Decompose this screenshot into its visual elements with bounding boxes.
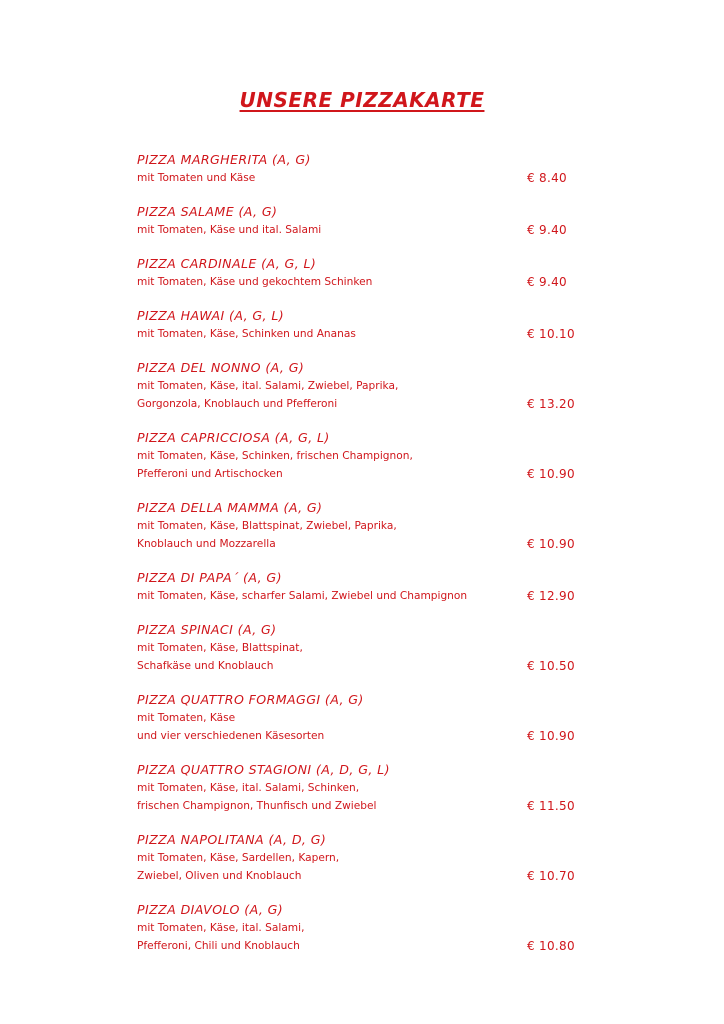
- description-line: [137, 535, 587, 553]
- pizza-description: mit Tomaten, Käse, Blattspinat,: [137, 642, 303, 654]
- description-line: [137, 221, 587, 239]
- menu-item: [137, 151, 587, 187]
- menu-item: [137, 831, 587, 885]
- pizza-price: € 10.70: [527, 869, 575, 883]
- pizza-description: mit Tomaten, Käse, ital. Salami, Schinken,: [137, 782, 360, 794]
- pizza-name: PIZZA CAPRICCIOSA (A, G, L): [137, 430, 330, 445]
- menu-item: [137, 499, 587, 553]
- pizza-price: € 10.80: [527, 939, 575, 953]
- description-line: [137, 447, 587, 465]
- pizza-description: mit Tomaten, Käse: [137, 712, 236, 724]
- menu-item: [137, 429, 587, 483]
- pizza-name: PIZZA DI PAPA´ (A, G): [137, 570, 282, 585]
- description-line: [137, 797, 587, 815]
- menu-item: [137, 691, 587, 745]
- pizza-price: € 10.50: [527, 659, 575, 673]
- description-line: [137, 465, 587, 483]
- pizza-description: Schafkäse und Knoblauch: [137, 660, 274, 672]
- pizza-description: Gorgonzola, Knoblauch und Pfefferoni: [137, 398, 338, 410]
- pizza-price: € 9.40: [527, 275, 567, 289]
- description-line: [137, 779, 587, 797]
- pizza-price: € 12.90: [527, 589, 575, 603]
- pizza-description: mit Tomaten, Käse, scharfer Salami, Zwiebel und Champignon: [137, 590, 468, 602]
- pizza-description: mit Tomaten, Käse und ital. Salami: [137, 224, 322, 236]
- description-line: [137, 325, 587, 343]
- pizza-description: Pfefferoni, Chili und Knoblauch: [137, 940, 300, 952]
- pizza-menu-list: [137, 151, 587, 971]
- description-line: [137, 937, 587, 955]
- menu-item: [137, 255, 587, 291]
- page-title: UNSERE PIZZAKARTE: [239, 88, 485, 112]
- pizza-name: PIZZA DIAVOLO (A, G): [137, 902, 284, 917]
- pizza-price: € 13.20: [527, 397, 575, 411]
- pizza-name: PIZZA SPINACI (A, G): [137, 622, 277, 637]
- description-line: [137, 849, 587, 867]
- pizza-description: mit Tomaten, Käse, Blattspinat, Zwiebel, Paprika,: [137, 520, 397, 532]
- pizza-price: € 9.40: [527, 223, 567, 237]
- pizza-price: € 10.90: [527, 729, 575, 743]
- pizza-description: Knoblauch und Mozzarella: [137, 538, 276, 550]
- pizza-description: mit Tomaten, Käse, ital. Salami,: [137, 922, 305, 934]
- description-line: [137, 587, 587, 605]
- pizza-description: mit Tomaten, Käse und gekochtem Schinken: [137, 276, 373, 288]
- description-line: [137, 639, 587, 657]
- description-line: [137, 919, 587, 937]
- description-line: [137, 709, 587, 727]
- pizza-description: und vier verschiedenen Käsesorten: [137, 730, 325, 742]
- pizza-description: mit Tomaten, Käse, ital. Salami, Zwiebel, Paprika,: [137, 380, 399, 392]
- pizza-price: € 10.90: [527, 467, 575, 481]
- pizza-name: PIZZA HAWAI (A, G, L): [137, 308, 285, 323]
- menu-item: [137, 203, 587, 239]
- menu-item: [137, 761, 587, 815]
- pizza-description: Pfefferoni und Artischocken: [137, 468, 283, 480]
- menu-item: [137, 359, 587, 413]
- pizza-price: € 8.40: [527, 171, 567, 185]
- pizza-price: € 11.50: [527, 799, 575, 813]
- pizza-name: PIZZA QUATTRO FORMAGGI (A, G): [137, 692, 364, 707]
- pizza-price: € 10.90: [527, 537, 575, 551]
- menu-item: [137, 569, 587, 605]
- menu-item: [137, 901, 587, 955]
- pizza-description: mit Tomaten und Käse: [137, 172, 256, 184]
- pizza-description: Zwiebel, Oliven und Knoblauch: [137, 870, 302, 882]
- pizza-description: frischen Champignon, Thunfisch und Zwiebel: [137, 800, 377, 812]
- description-line: [137, 377, 587, 395]
- pizza-description: mit Tomaten, Käse, Schinken, frischen Champignon,: [137, 450, 413, 462]
- pizza-description: mit Tomaten, Käse, Schinken und Ananas: [137, 328, 356, 340]
- pizza-name: PIZZA DELLA MAMMA (A, G): [137, 500, 323, 515]
- description-line: [137, 727, 587, 745]
- pizza-name: PIZZA SALAME (A, G): [137, 204, 278, 219]
- description-line: [137, 395, 587, 413]
- pizza-name: PIZZA CARDINALE (A, G, L): [137, 256, 317, 271]
- pizza-price: € 10.10: [527, 327, 575, 341]
- menu-item: [137, 621, 587, 675]
- pizza-description: mit Tomaten, Käse, Sardellen, Kapern,: [137, 852, 340, 864]
- pizza-name: PIZZA NAPOLITANA (A, D, G): [137, 832, 327, 847]
- description-line: [137, 169, 587, 187]
- menu-item: [137, 307, 587, 343]
- description-line: [137, 867, 587, 885]
- pizza-name: PIZZA MARGHERITA (A, G): [137, 152, 311, 167]
- pizza-name: PIZZA QUATTRO STAGIONI (A, D, G, L): [137, 762, 390, 777]
- description-line: [137, 273, 587, 291]
- pizza-name: PIZZA DEL NONNO (A, G): [137, 360, 305, 375]
- description-line: [137, 517, 587, 535]
- description-line: [137, 657, 587, 675]
